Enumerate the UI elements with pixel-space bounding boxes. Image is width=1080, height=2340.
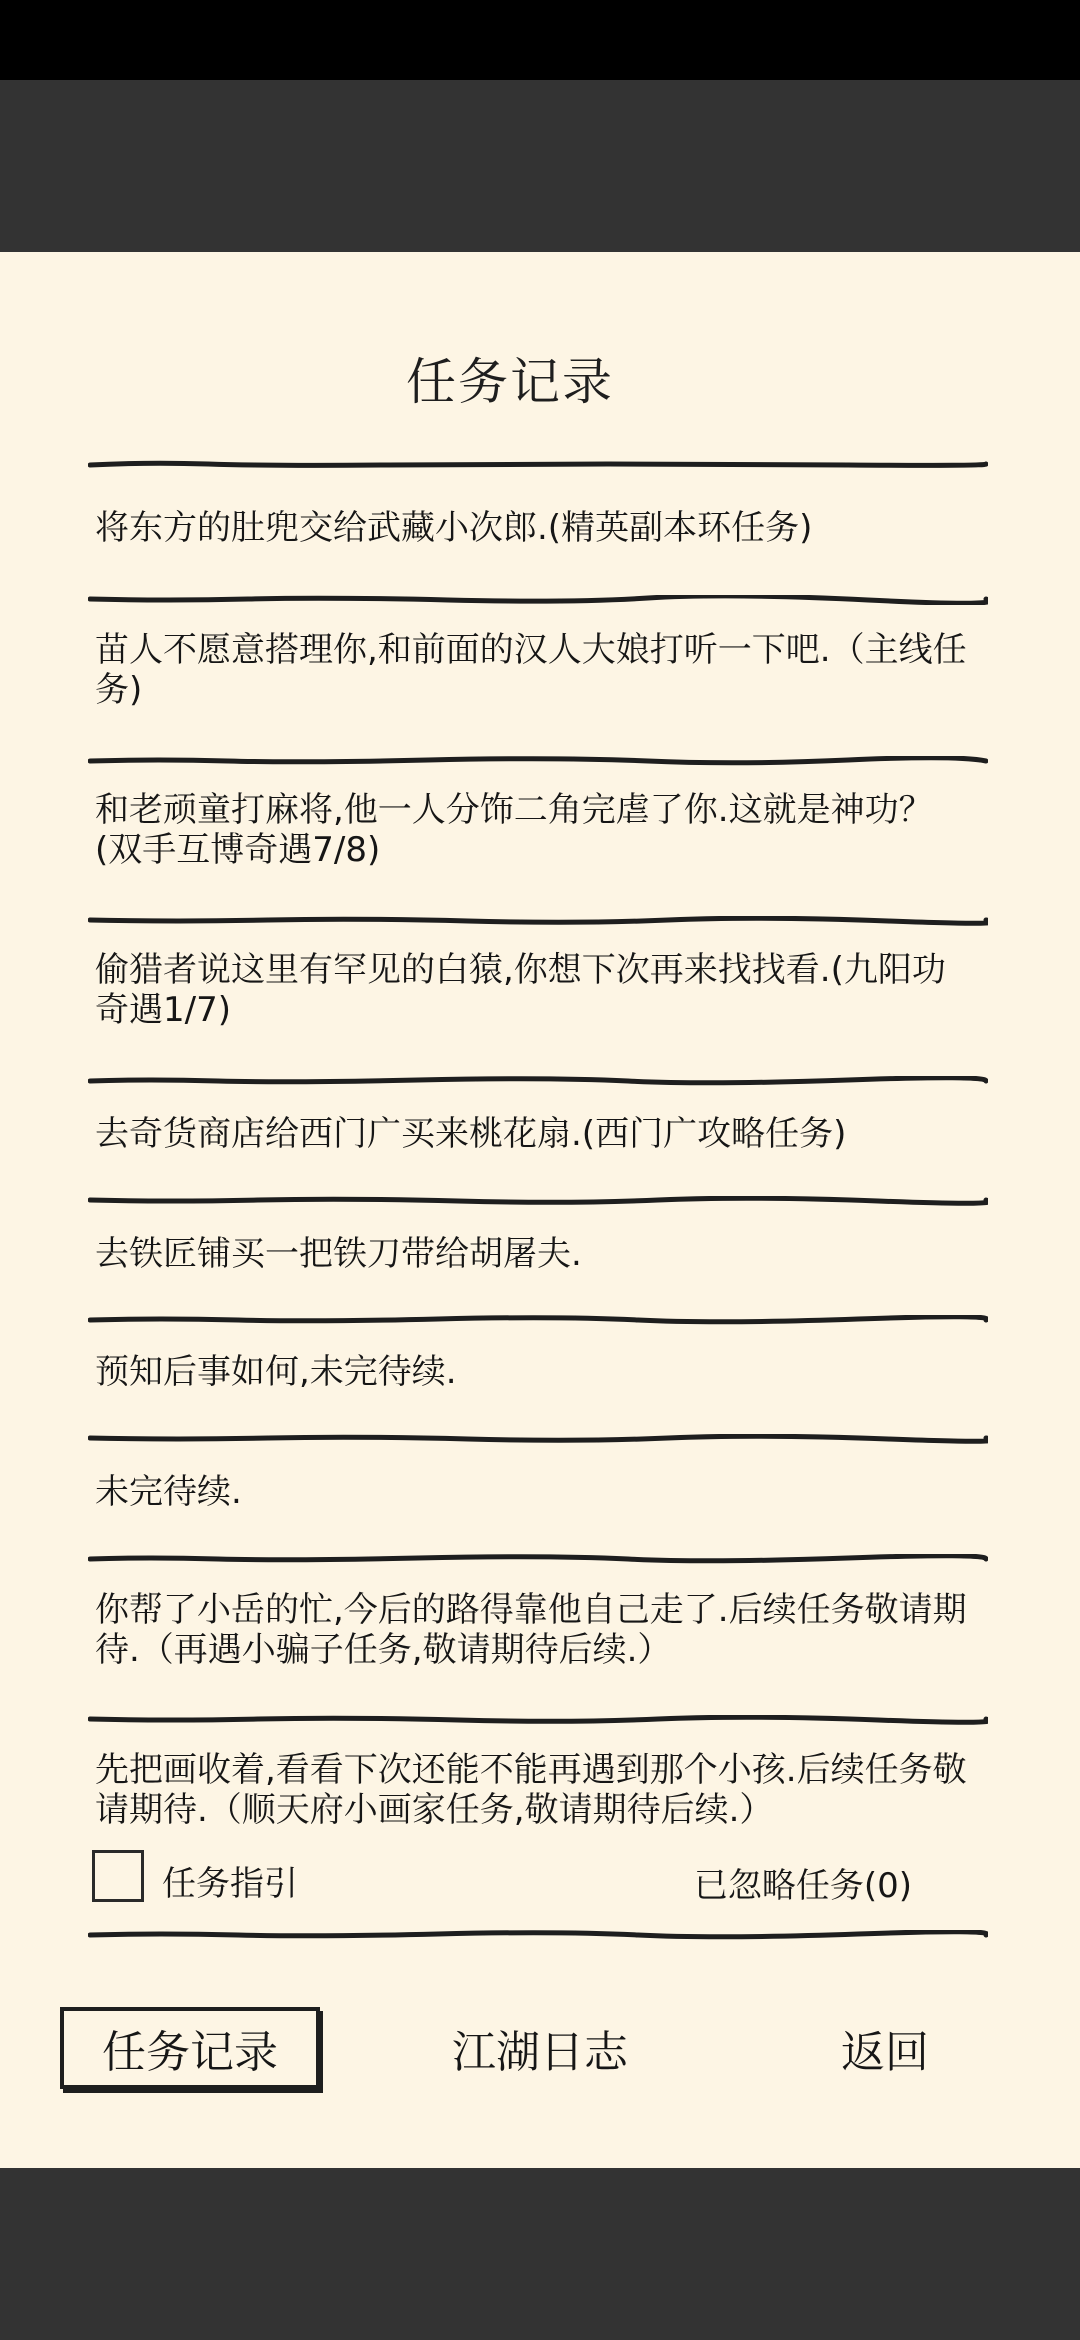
tab-jianghu-journal[interactable]: 江湖日志 [452, 2027, 628, 2078]
quest-entry[interactable]: 去奇货商店给西门广买来桃花扇.(西门广攻略任务) [95, 1114, 847, 1154]
quest-log-panel [0, 252, 1080, 2168]
divider [88, 1315, 988, 1325]
divider [88, 1196, 988, 1206]
status-bar [0, 0, 1080, 80]
divider [88, 1554, 988, 1564]
divider [88, 595, 988, 605]
page-title: 任务记录 [406, 353, 614, 411]
divider [88, 1434, 988, 1444]
quest-entry[interactable]: 偷猎者说这里有罕见的白猿,你想下次再来找找看.(九阳功奇遇1/7) [95, 950, 946, 1030]
quest-guide-checkbox[interactable] [92, 1850, 144, 1902]
quest-guide-label: 任务指引 [162, 1864, 298, 1904]
quest-entry[interactable]: 苗人不愿意搭理你,和前面的汉人大娘打听一下吧.（主线任务) [95, 630, 967, 710]
divider [88, 1076, 988, 1086]
divider [88, 1715, 988, 1725]
quest-entry[interactable]: 预知后事如何,未完待续. [95, 1352, 457, 1392]
tab-quest-log[interactable]: 任务记录 [60, 2007, 320, 2089]
divider [88, 460, 988, 470]
quest-guide-row [92, 1850, 912, 1910]
back-button[interactable]: 返回 [841, 2027, 929, 2078]
quest-entry[interactable]: 先把画收着,看看下次还能不能再遇到那个小孩.后续任务敬请期待.（顺天府小画家任务,敬请期待后续.） [95, 1750, 967, 1830]
ignored-quests-button[interactable]: 已忽略任务(0) [693, 1866, 912, 1906]
quest-entry[interactable]: 未完待续. [95, 1472, 242, 1512]
divider [88, 916, 988, 926]
quest-entry[interactable]: 去铁匠铺买一把铁刀带给胡屠夫. [95, 1234, 582, 1274]
quest-entry[interactable]: 你帮了小岳的忙,今后的路得靠他自己走了.后续任务敬请期待.（再遇小骗子任务,敬请期待后续.） [95, 1590, 967, 1670]
bottom-nav [0, 2007, 1080, 2137]
quest-entry[interactable]: 将东方的肚兜交给武藏小次郎.(精英副本环任务) [95, 508, 813, 548]
divider [88, 1930, 988, 1940]
divider [88, 756, 988, 766]
quest-entry[interactable]: 和老顽童打麻将,他一人分饰二角完虐了你.这就是神功？(双手互博奇遇7/8) [95, 790, 933, 870]
